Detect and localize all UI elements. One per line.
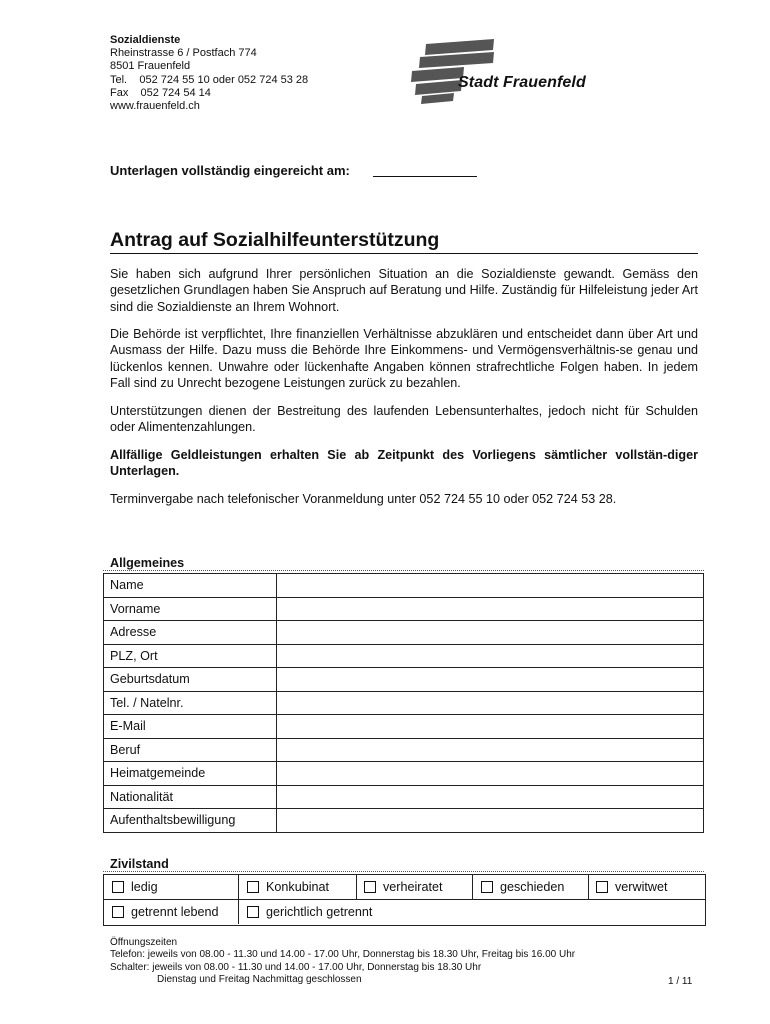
option-konkubinat[interactable]: Konkubinat: [247, 875, 329, 899]
support-paragraph: Unterstützungen dienen der Bestreitung des laufenden Lebensunterhaltes, jedoch nicht für Schulden oder Alimentenzahlungen.: [110, 404, 698, 435]
zivilstand-options: [103, 874, 706, 926]
logo-stripe-1: [425, 39, 494, 55]
logo-stripe-5: [421, 93, 454, 104]
option-geschieden[interactable]: geschieden: [481, 875, 564, 899]
intro-paragraph: Sie haben sich aufgrund Ihrer persönlichen Situation an die Sozialdienste gewandt. Gemäss den gesetzlichen Grundlagen haben Sie Anspruch auf Beratung und Hilfe. Zuständig für Hilfeleistung jeder Art sind die Sozialdienste an Ihrem Wohnort.: [110, 267, 698, 314]
field-input[interactable]: [277, 785, 704, 809]
form-row: [104, 668, 704, 692]
field-label: Beruf: [104, 738, 277, 762]
zivilstand-heading: Zivilstand: [110, 857, 169, 871]
appointment-paragraph: Terminvergabe nach telefonischer Voranmeldung unter 052 724 55 10 oder 052 724 53 28.: [110, 492, 617, 506]
submitted-date-field[interactable]: [373, 176, 477, 177]
option-gerichtlich-getrennt[interactable]: gerichtlich getrennt: [247, 900, 372, 924]
form-row: [104, 621, 704, 645]
allgemeines-heading: Allgemeines: [110, 556, 185, 570]
field-label: Vorname: [104, 597, 277, 621]
field-input[interactable]: [277, 668, 704, 692]
checkbox-icon[interactable]: [481, 881, 493, 893]
form-row: [104, 715, 704, 739]
opening-hours: [110, 937, 575, 987]
field-input[interactable]: [277, 597, 704, 621]
checkbox-icon[interactable]: [112, 906, 124, 918]
org-name: Sozialdienste: [110, 34, 181, 46]
checkbox-icon[interactable]: [112, 881, 124, 893]
logo-stripe-3: [411, 67, 464, 82]
address-tel: Tel. 052 724 55 10 oder 052 724 53 28: [110, 73, 309, 86]
form-row: [104, 809, 704, 833]
field-label: Aufenthaltsbewilligung: [104, 809, 277, 833]
payment-notice: Allfällige Geldleistungen erhalten Sie ab Zeitpunkt des Vorliegens sämtlicher vollstän-diger Unterlagen.: [110, 448, 698, 479]
field-input[interactable]: [277, 809, 704, 833]
opening-hours-heading: Öffnungszeiten: [110, 937, 178, 948]
address-web[interactable]: www.frauenfeld.ch: [110, 100, 200, 113]
opening-hours-telefon: Telefon: jeweils von 08.00 - 11.30 und 14.00 - 17.00 Uhr, Donnerstag bis 18.30 Uhr, Freitag bis 16.00 Uhr: [110, 949, 576, 961]
opening-hours-schalter: Schalter: jeweils von 08.00 - 11.30 und 14.00 - 17.00 Uhr, Donnerstag bis 18.30 Uhr: [110, 961, 482, 973]
form-row: [104, 691, 704, 715]
opening-hours-closed: Dienstag und Freitag Nachmittag geschlossen: [157, 974, 362, 986]
field-input[interactable]: [277, 691, 704, 715]
checkbox-icon[interactable]: [364, 881, 376, 893]
title-rule: [110, 253, 698, 254]
field-input[interactable]: [277, 715, 704, 739]
address-fax: Fax 052 724 54 14: [110, 86, 211, 99]
field-input[interactable]: [277, 621, 704, 645]
address-city: 8501 Frauenfeld: [110, 60, 191, 73]
option-verheiratet[interactable]: verheiratet: [364, 875, 443, 899]
field-input[interactable]: [277, 738, 704, 762]
checkbox-icon[interactable]: [247, 881, 259, 893]
field-label: Name: [104, 574, 277, 598]
option-verwitwet[interactable]: verwitwet: [596, 875, 667, 899]
field-input[interactable]: [277, 644, 704, 668]
logo-wordmark: Stadt Frauenfeld: [458, 74, 586, 91]
allgemeines-rule: [103, 570, 704, 571]
submitted-label: Unterlagen vollständig eingereicht am:: [110, 163, 350, 178]
field-label: E-Mail: [104, 715, 277, 739]
personal-data-table: [103, 573, 704, 833]
field-label: Heimatgemeinde: [104, 762, 277, 786]
field-label: Tel. / Natelnr.: [104, 691, 277, 715]
checkbox-icon[interactable]: [247, 906, 259, 918]
stadt-frauenfeld-logo: [408, 38, 608, 104]
field-input[interactable]: [277, 762, 704, 786]
field-label: Geburtsdatum: [104, 668, 277, 692]
form-row: [104, 597, 704, 621]
logo-stripe-4: [415, 80, 462, 95]
sender-address: [110, 34, 308, 113]
field-label: Nationalität: [104, 785, 277, 809]
option-getrennt-lebend[interactable]: getrennt lebend: [112, 900, 219, 924]
form-row: [104, 738, 704, 762]
field-label: Adresse: [104, 621, 277, 645]
form-row: [104, 785, 704, 809]
field-label: PLZ, Ort: [104, 644, 277, 668]
checkbox-icon[interactable]: [596, 881, 608, 893]
form-row: [104, 574, 704, 598]
zivilstand-row-1: [104, 875, 705, 900]
form-row: [104, 762, 704, 786]
page-number: 1 / 11: [668, 976, 693, 987]
zivilstand-row-2: [104, 900, 705, 924]
option-ledig[interactable]: ledig: [112, 875, 158, 899]
form-row: [104, 644, 704, 668]
address-street: Rheinstrasse 6 / Postfach 774: [110, 47, 257, 60]
obligation-paragraph: Die Behörde ist verpflichtet, Ihre finanziellen Verhältnisse abzuklären und entscheidet dann über Art und Ausmass der Hilfe. Dazu muss die Behörde Ihre Einkommens- und Vermögensverhältnis-se genau und lückenlos kennen. Unwahre oder lückenhafte Angaben können strafrechtliche Folgen haben. In jedem Fall sind zu Unrecht bezogene Leistungen zurück zu bezahlen.: [110, 327, 698, 390]
field-input[interactable]: [277, 574, 704, 598]
zivilstand-rule: [103, 871, 704, 872]
page-title: Antrag auf Sozialhilfeunterstützung: [110, 229, 440, 251]
